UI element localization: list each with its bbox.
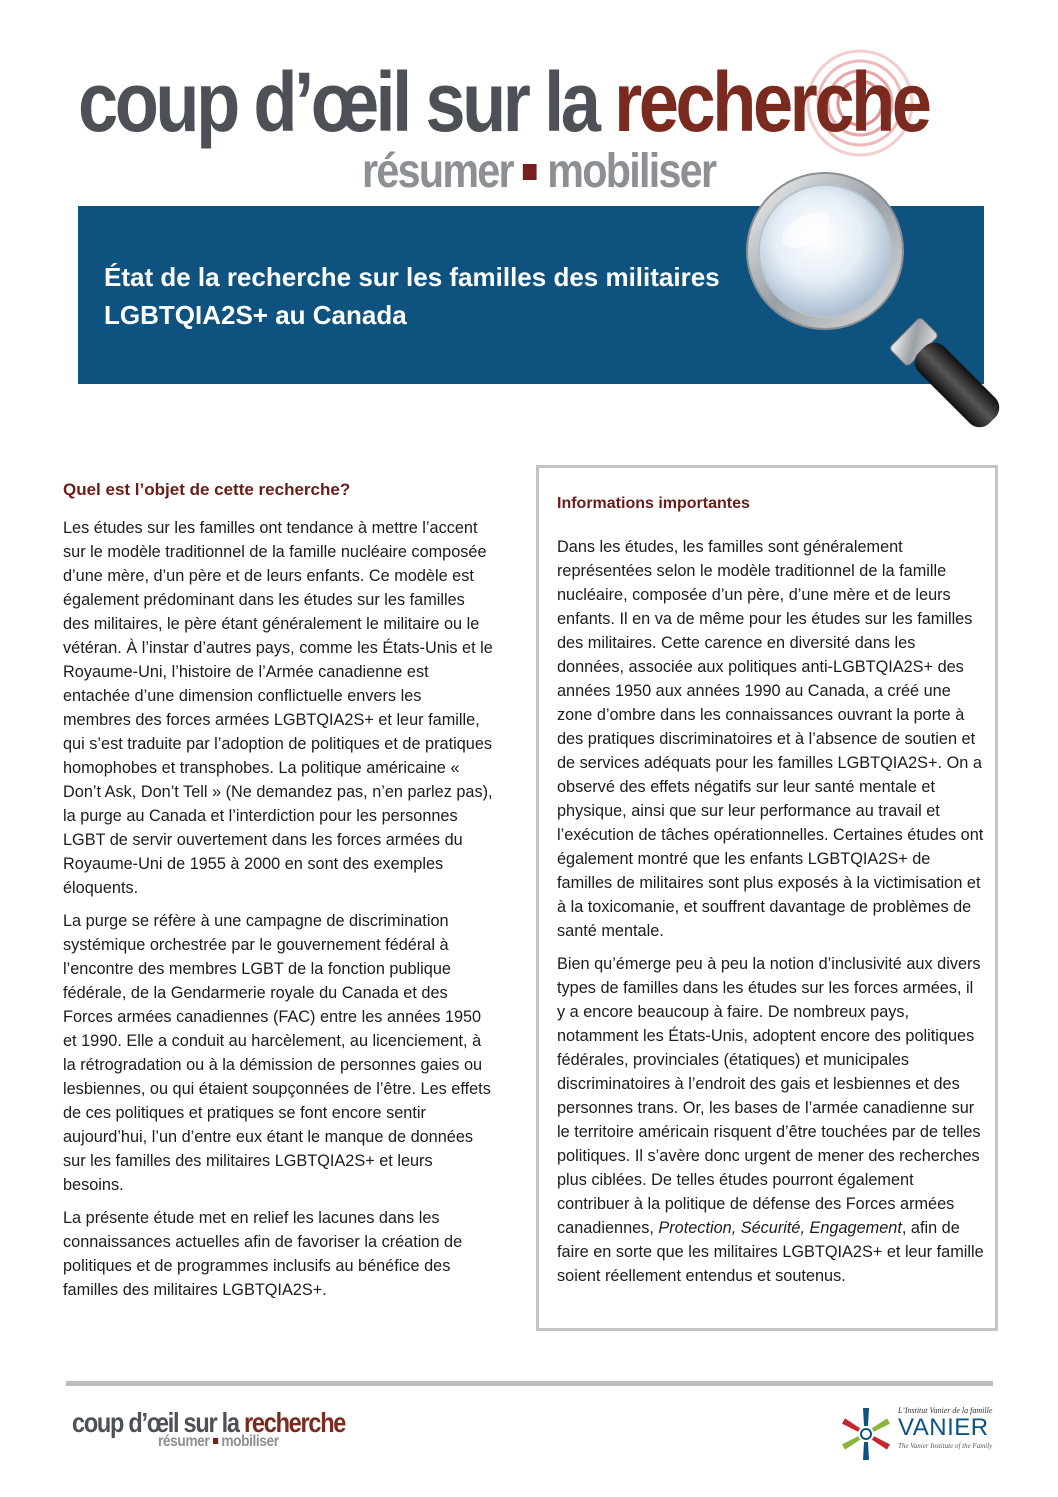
- footer-sub2: mobiliser: [221, 1433, 279, 1450]
- masthead-subtitle: [362, 145, 716, 198]
- info-box-content: [557, 495, 985, 1297]
- info-box: [536, 465, 998, 1331]
- page-title: État de la recherche sur les familles des militaires LGBTQIA2S+ au Canada: [104, 262, 720, 330]
- masthead-sub1: résumer: [362, 145, 513, 198]
- footer-divider: [66, 1381, 993, 1386]
- masthead-sub2: mobiliser: [547, 145, 716, 198]
- vanier-tagline-fr: L’Institut Vanier de la famille: [898, 1406, 993, 1415]
- square-bullet-icon: [213, 1438, 218, 1444]
- square-bullet-icon: [523, 164, 537, 180]
- footer-title-part1: coup d’œil sur la: [72, 1407, 245, 1438]
- left-heading: Quel est l’objet de cette recherche?: [63, 480, 351, 499]
- vanier-logo: [838, 1400, 998, 1460]
- masthead-title-part1: coup d’œil sur la: [78, 55, 615, 149]
- footer-title-part2: recherche: [244, 1407, 346, 1438]
- info-paragraph-2-end: , afin de faire en sorte que les militaires LGBTQIA2S+ et leur famille soient réellement entendus et soutenus.: [557, 1219, 984, 1285]
- footer-logo-subtitle: [158, 1433, 279, 1451]
- policy-title: Protection, Sécurité, Engagement: [658, 1219, 902, 1237]
- info-box-heading: Informations importantes: [557, 495, 750, 512]
- left-paragraph-3: La présente étude met en relief les lacunes dans les connaissances actuelles afin de favoriser la création de politiques et de programmes inclusifs au bénéfice des familles des militaires LGBTQIA2S+.: [63, 1209, 463, 1299]
- masthead-title: [78, 55, 929, 149]
- magnifying-glass-icon: [740, 168, 1020, 443]
- left-column: [63, 480, 493, 1311]
- vanier-name: VANIER: [898, 1414, 989, 1441]
- info-paragraph-1: Dans les études, les familles sont généralement représentées selon le modèle traditionnel de la famille nucléaire, composée d’un père, d’une mère et de leurs enfants. Il en va de même pour les études sur les familles des militaires. Cette carence en diversité dans les données, associée aux politiques anti-LGBTQIA2S+ des années 1950 aux années 1990 au Canada, a créé une zone d’ombre dans les connaissances ouvrant la porte à des pratiques discriminatoires et à l’absence de soutien et de services adéquats pour les familles LGBTQIA2S+. On a observé des effets négatifs sur leur santé mentale et physique, ainsi que sur leur performance au travail et l’exécution de tâches opérationnelles. Certaines études ont également montré que les enfants LGBTQIA2S+ de familles de militaires sont plus exposés à la victimisation et à la toxicomanie, et souffrent davantage de problèmes de santé mentale.: [557, 538, 984, 940]
- info-paragraph-2: [557, 952, 985, 1288]
- snowflake-icon: [838, 1406, 894, 1462]
- vanier-tagline-en: The Vanier Institute of the Family: [898, 1442, 993, 1450]
- left-paragraph-2: La purge se réfère à une campagne de discrimination systémique orchestrée par le gouvernement fédéral à l’encontre des membres LGBT de la fonction publique fédérale, de la Gendarmerie royale du Canada et des Forces armées canadiennes (FAC) entre les années 1950 et 1990. Elle a conduit au harcèlement, au licenciement, à la rétrogradation ou à la démission de personnes gaies ou lesbiennes, ou qui étaient soupçonnées de l’être. Les effets de ces politiques et pratiques se font encore sentir aujourd’hui, l’un d’entre eux étant le manque de données sur les familles des militaires LGBTQIA2S+ et leurs besoins.: [63, 912, 491, 1194]
- footer-sub1: résumer: [158, 1433, 210, 1450]
- info-paragraph-2-text: Bien qu’émerge peu à peu la notion d’inclusivité aux divers types de familles dans les études sur les forces armées, il y a encore beaucoup à faire. De nombreux pays, notamment les États-Unis, adoptent encore des politiques fédérales, provinciales (étatiques) et municipales discriminatoires à l’endroit des gais et lesbiennes et des personnes trans. Or, les bases de l’armée canadienne sur le territoire américain risquent d’être touchées par de telles politiques. Il s’avère donc urgent de mener des recherches plus ciblées. De telles études pourront également contribuer à la politique de défense des Forces armées canadiennes,: [557, 955, 981, 1237]
- masthead-title-part2: recherche: [614, 55, 929, 149]
- left-paragraph-1: Les études sur les familles ont tendance à mettre l’accent sur le modèle traditionnel de la famille nucléaire composée d’une mère, d’un père et de leurs enfants. Ce modèle est également prédominant dans les études sur les familles des militaires, le père étant généralement le militaire ou le vétéran. À l’instar d’autres pays, comme les États-Unis et le Royaume-Uni, l’histoire de l’Armée canadienne est entachée d’une dimension conflictuelle envers les membres des forces armées LGBTQIA2S+ et leur famille, qui s’est traduite par l’adoption de politiques et de pratiques homophobes et transphobes. La politique américaine « Don’t Ask, Don’t Tell » (Ne demandez pas, n’en parlez pas), la purge au Canada et l’interdiction pour les personnes LGBT de servir ouvertement dans les forces armées du Royaume-Uni de 1955 à 2000 en sont des exemples éloquents.: [63, 519, 493, 897]
